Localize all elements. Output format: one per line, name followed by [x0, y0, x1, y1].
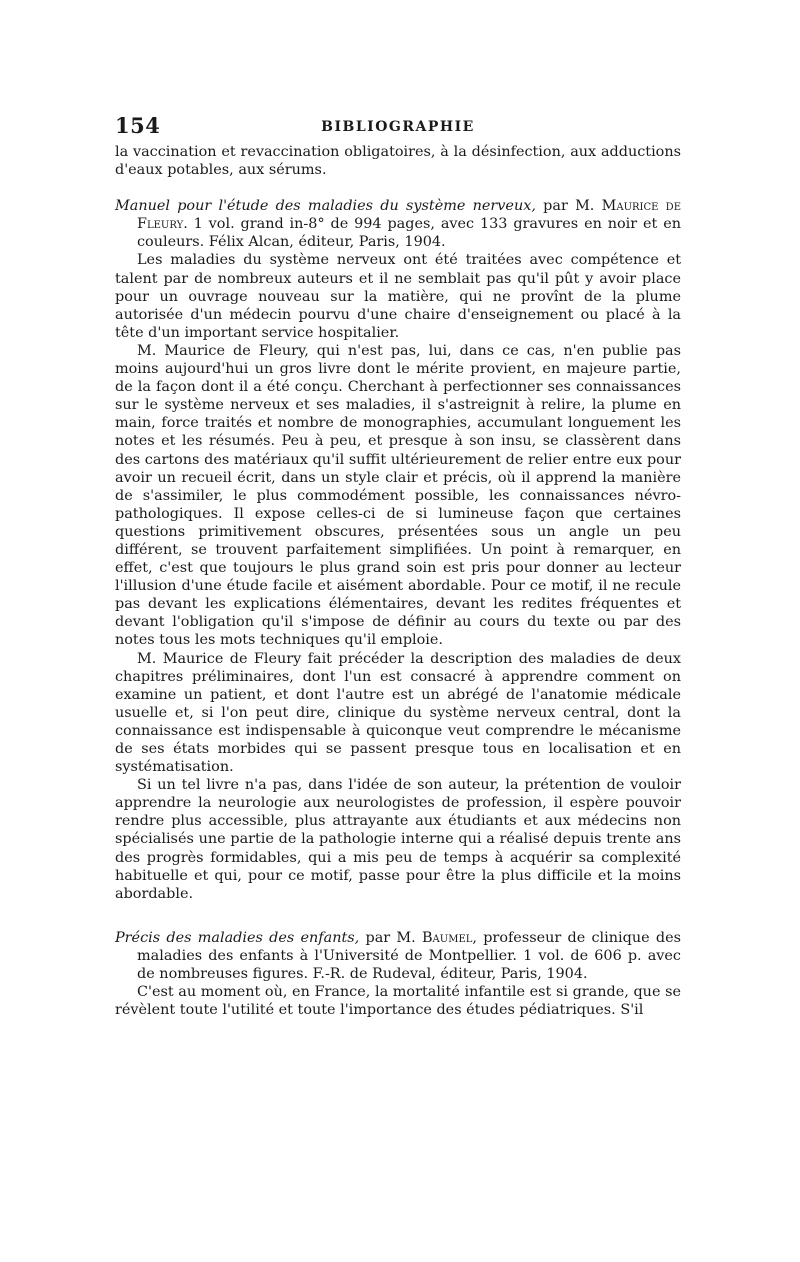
review-entry-1 — [115, 197, 681, 251]
paragraph: Les maladies du système nerveux ont été traitées avec compétence et talent par de nombreux auteurs et il ne semblait pas qu'il pût y avoir place pour un ouvrage nouveau sur la matière, qui ne provînt de la plume autorisée d'un médecin pourvu d'une chaire d'enseignement ou placé à la tête d'un important service hospitalier. — [115, 252, 681, 341]
page — [115, 113, 681, 1019]
book-author: Baumel — [421, 929, 473, 946]
book-title: Manuel pour l'étude des maladies du système nerveux, — [115, 198, 536, 215]
book-details: , professeur de clinique des maladies des enfants à l'Université de Montpellier. 1 vol. de 606 p. avec de nombreuses figures. F.-R. de Rudeval, éditeur, Paris, 1904. — [137, 929, 682, 983]
book-title: Précis des maladies des enfants, — [115, 929, 360, 946]
review-entry-2 — [115, 929, 681, 983]
paragraph: C'est au moment où, en France, la mortalité infantile est si grande, que se révèlent toute l'utilité et toute l'importance des études pédiatriques. S'il — [115, 984, 681, 1019]
carryover-paragraph: la vaccination et revaccination obligatoires, à la désinfection, aux adductions d'eaux potables, aux sérums. — [115, 144, 681, 179]
by-text: par M. — [535, 198, 602, 215]
book-author: Maurice de Fleury — [137, 198, 682, 233]
page-number: 154 — [115, 113, 161, 138]
paragraph: M. Maurice de Fleury, qui n'est pas, lui, dans ce cas, n'en publie pas moins aujourd'hui un gros livre dont le mérite provient, en majeure partie, de la façon dont il a été conçu. Cherchant à perfectionner ses connaissances sur le système nerveux et ses maladies, il s'astreignit à relire, la plume en main, force traités et nombre de monographies, accumulant longuement les notes et les résumés. Peu à peu, et presque à son insu, se classèrent dans des cartons des matériaux qu'il suffit ultérieurement de relier entre eux pour avoir un recueil écrit, dans un style clair et précis, où il apprend la manière de s'assimiler, le plus commodément possible, les connaissances névro-pathologiques. Il expose celles-ci de si lumineuse façon que certaines questions primitivement obscures, présentées sous un angle un peu différent, se trouvent parfaitement simplifiées. Un point à remarquer, en effet, c'est que toujours le plus grand soin est pris pour donner au lecteur l'illusion d'une étude facile et aisément abordable. Pour ce motif, il ne recule pas devant les explications élémentaires, devant les redites fréquentes et devant l'obligation qu'il s'impose de définir au cours du texte ou par des notes tous les mots techniques qu'il emploie. — [115, 342, 681, 649]
paragraph: M. Maurice de Fleury fait précéder la description des maladies de deux chapitres préliminaires, dont l'un est consacré à apprendre comment on examine un patient, et dont l'autre est un abrégé de l'anatomie médicale usuelle et, si l'on peut dire, clinique du système nerveux central, dont la connaissance est indispensable à quiconque veut comprendre le mécanisme de ses états morbides qui se passent presque tous en localisation et en systématisation. — [115, 650, 681, 776]
running-title: BIBLIOGRAPHIE — [321, 119, 475, 135]
body-text — [115, 143, 681, 1019]
running-header — [115, 113, 681, 143]
by-text: par M. — [359, 929, 422, 946]
paragraph: Si un tel livre n'a pas, dans l'idée de son auteur, la prétention de vouloir apprendre la neurologie aux neurologistes de profession, il espère pouvoir rendre plus accessible, plus attrayante aux étudiants et aux médecins non spécialisés une partie de la pathologie interne qui a réalisé depuis trente ans des progrès formidables, qui a mis peu de temps à acquérir sa complexité habituelle et qui, pour ce motif, passe pour être la plus difficile et la moins abordable. — [115, 777, 681, 902]
book-details: . 1 vol. grand in-8° de 994 pages, avec 133 gravures en noir et en couleurs. Félix Alcan, éditeur, Paris, 1904. — [137, 216, 681, 251]
